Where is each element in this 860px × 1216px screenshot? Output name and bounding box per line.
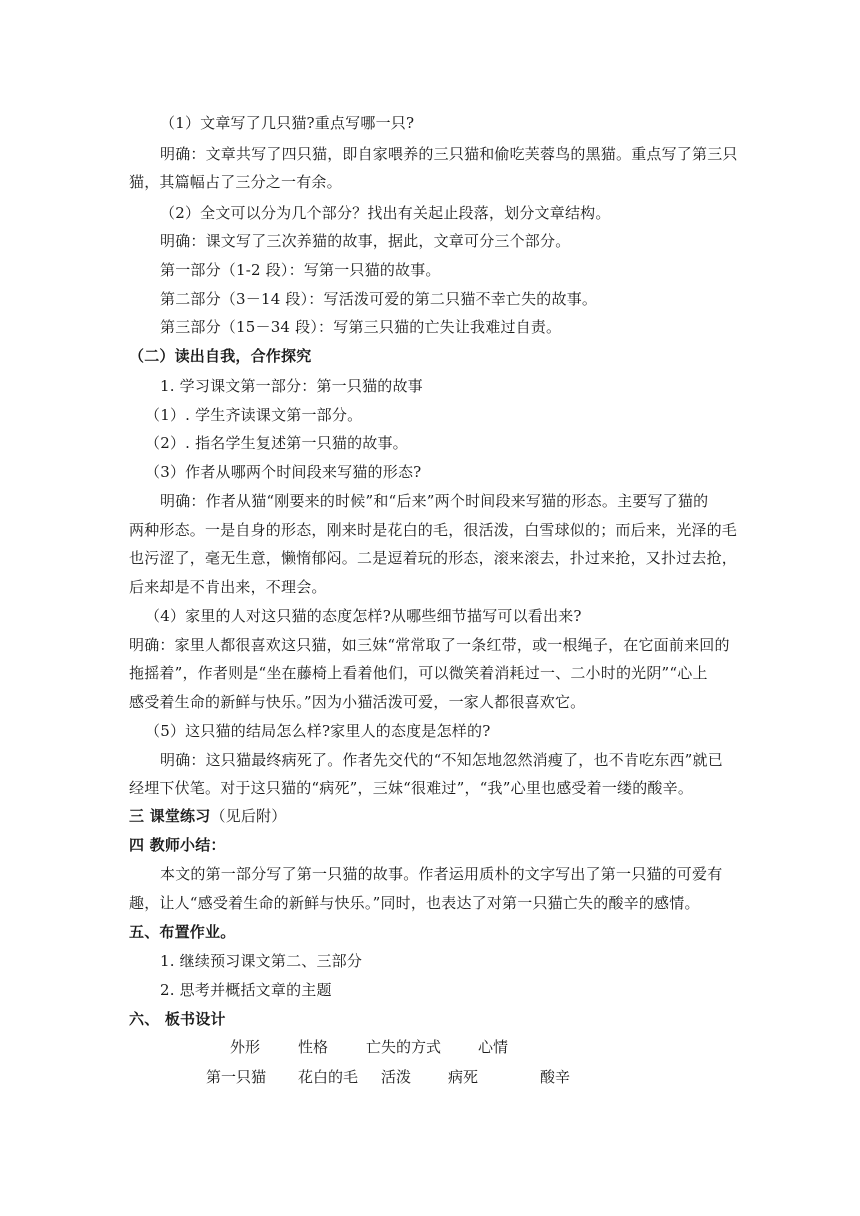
summary-line-2: 趣，让人“感受着生命的新鲜与快乐。”同时，也表达了对第一只猫亡失的酸辛的感情。 <box>129 894 700 912</box>
answer-2: 明确：课文写了三次养猫的故事，据此，文章可分三个部分。 <box>160 232 571 250</box>
part-1: 第一部分（1-2 段）：写第一只猫的故事。 <box>160 261 441 279</box>
question-3: （3）作者从哪两个时间段来写猫的形态? <box>145 463 422 481</box>
answer-4-line-2: 拖摇着”，作者则是“坐在藤椅上看着他们，可以微笑着消耗过一、二小时的光阴”“心上 <box>129 664 708 682</box>
question-2: （2）全文可以分为几个部分？找出有关起止段落，划分文章结构。 <box>160 204 611 222</box>
board-header-personality: 性格 <box>298 1038 329 1056</box>
answer-3-line-1: 明确：作者从猫“刚要来的时候”和“后来”两个时间段来写猫的形态。主要写了猫的 <box>160 492 709 510</box>
section-heading-3-title: 三 课堂练习 <box>129 807 211 825</box>
study-item-1: 1. 学习课文第一部分：第一只猫的故事 <box>160 377 423 395</box>
answer-5-line-1: 明确：这只猫最终病死了。作者先交代的“不知怎地忽然消瘦了，也不肯吃东西”就已 <box>160 751 723 769</box>
step-1: （1）. 学生齐读课文第一部分。 <box>145 406 363 424</box>
section-heading-3 <box>129 806 286 826</box>
answer-3-line-4: 后来却是不肯出来，不理会。 <box>129 578 327 596</box>
board-header-loss-manner: 亡失的方式 <box>366 1038 442 1056</box>
question-1: （1）文章写了几只猫?重点写哪一只? <box>160 114 415 132</box>
part-2: 第二部分（3－14 段）：写活泼可爱的第二只猫不幸亡失的故事。 <box>160 290 598 308</box>
answer-3-line-3: 也污涩了，毫无生意，懒惰郁闷。二是逗着玩的形态，滚来滚去，扑过来抢，又扑过去抢， <box>129 549 738 567</box>
homework-1: 1. 继续预习课文第二、三部分 <box>160 952 363 970</box>
answer-4-line-1: 明确：家里人都很喜欢这只猫，如三妹“常常取了一条红带，或一根绳子，在它面前来回的 <box>129 636 730 654</box>
board-cell-appearance: 花白的毛 <box>298 1068 359 1086</box>
section-heading-6: 六、 板书设计 <box>129 1010 226 1028</box>
section-heading-5: 五、布置作业。 <box>129 923 236 941</box>
summary-line-1: 本文的第一部分写了第一只猫的故事。作者运用质朴的文字写出了第一只猫的可爱有 <box>160 865 723 883</box>
answer-3-line-2: 两种形态。一是自身的形态，刚来时是花白的毛，很活泼，白雪球似的；而后来，光泽的毛 <box>129 521 738 539</box>
step-2: （2）. 指名学生复述第一只猫的故事。 <box>145 434 408 452</box>
question-4: （4）家里的人对这只猫的态度怎样?从哪些细节描写可以看出来? <box>145 607 582 625</box>
board-header-appearance: 外形 <box>230 1038 261 1056</box>
board-header-mood: 心情 <box>478 1038 509 1056</box>
answer-5-line-2: 经埋下伏笔。对于这只猫的“病死”，三妹“很难过”，“我”心里也感受着一缕的酸辛。 <box>129 779 694 797</box>
part-3: 第三部分（15－34 段）：写第三只猫的亡失让我难过自责。 <box>160 318 562 336</box>
board-cell-mood: 酸辛 <box>540 1068 571 1086</box>
answer-1-line-1: 明确：文章共写了四只猫，即自家喂养的三只猫和偷吃芙蓉鸟的黑猫。重点写了第三只 <box>160 145 738 163</box>
board-cell-loss-manner: 病死 <box>448 1068 479 1086</box>
section-heading-3-note: （见后附） <box>210 807 287 825</box>
homework-2: 2. 思考并概括文章的主题 <box>160 981 332 999</box>
board-cell-personality: 活泼 <box>381 1068 412 1086</box>
question-5: （5）这只猫的结局怎么样?家里人的态度是怎样的? <box>145 722 491 740</box>
section-heading-2: （二）读出自我，合作探究 <box>129 347 312 365</box>
board-row-label: 第一只猫 <box>206 1068 267 1086</box>
section-heading-4: 四 教师小结： <box>129 836 226 854</box>
answer-4-line-3: 感受着生命的新鲜与快乐。”因为小猫活泼可爱，一家人都很喜欢它。 <box>129 693 586 711</box>
answer-1-line-2: 猫，其篇幅占了三分之一有余。 <box>129 173 342 191</box>
